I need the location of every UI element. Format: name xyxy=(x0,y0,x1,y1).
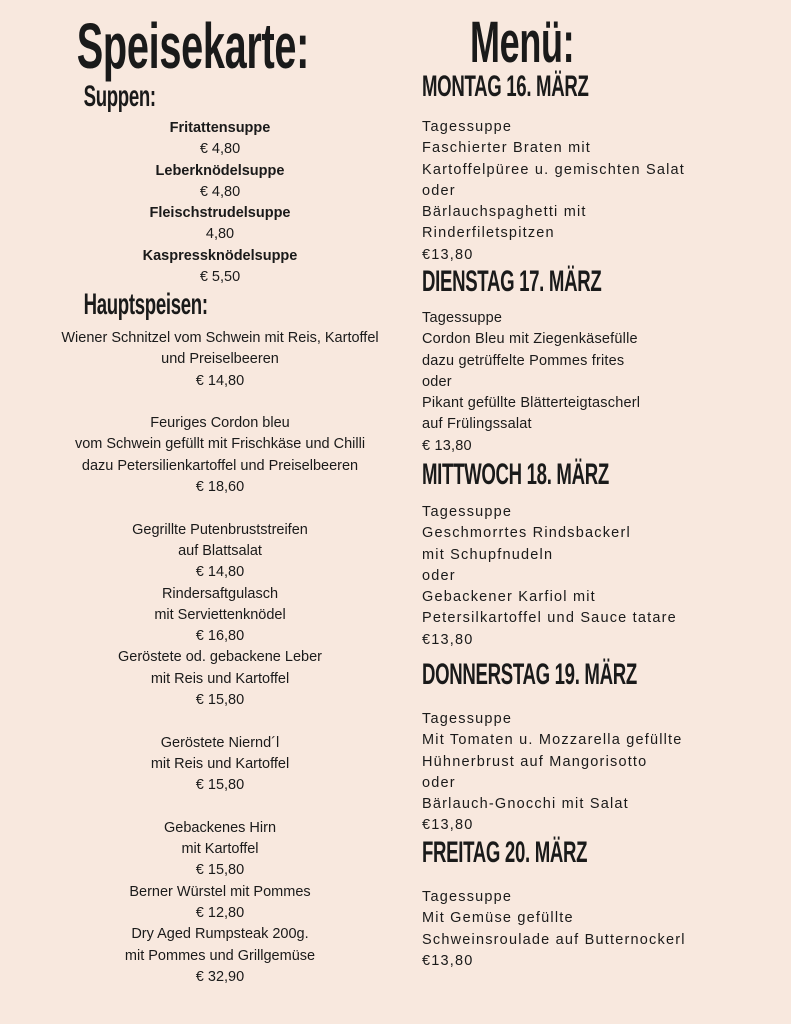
menu-line: Bärlauchspaghetti mit xyxy=(422,204,587,221)
menu-line: oder xyxy=(422,774,456,791)
main-dish-line: mit Reis und Kartoffel xyxy=(150,755,290,772)
day-block-friday xyxy=(422,838,782,972)
menu-line: Mit Gemüse gefüllte xyxy=(422,910,574,927)
main-dish-line: € 18,60 xyxy=(195,479,245,496)
soup-price: 4,80 xyxy=(205,226,235,243)
menu-line: Kartoffelpüree u. gemischten Salat xyxy=(422,161,686,178)
main-dish-line: dazu Petersilienkartoffel und Preiselbeeren xyxy=(81,457,359,474)
day-heading: DONNERSTAG 19. MÄRZ xyxy=(422,658,637,691)
main-dish-line: Dry Aged Rumpsteak 200g. xyxy=(131,926,309,943)
menu-line: Mit Tomaten u. Mozzarella gefüllte xyxy=(422,732,683,749)
speisekarte-title: Speisekarte: xyxy=(76,10,310,82)
main-dish-line: und Preiselbeeren xyxy=(161,351,279,368)
main-dish-line: mit Reis und Kartoffel xyxy=(150,670,290,687)
main-dish-line: € 16,80 xyxy=(195,628,245,645)
soup-price: € 4,80 xyxy=(199,141,241,158)
main-dish-line: mit Pommes und Grillgemüse xyxy=(124,947,316,964)
menu-line: Tagessuppe xyxy=(422,889,513,905)
menu-line: €13,80 xyxy=(422,631,474,648)
main-dish-line: € 12,80 xyxy=(195,905,245,922)
menu-line: Faschierter Braten mit xyxy=(422,140,592,157)
menu-line: Petersilkartoffel und Sauce tatare xyxy=(422,610,677,627)
menu-line: €13,80 xyxy=(422,246,474,263)
main-dish-line: € 14,80 xyxy=(195,372,245,389)
soups-list xyxy=(0,118,440,288)
spacer xyxy=(0,498,440,519)
menu-line: € 13,80 xyxy=(422,437,472,454)
spacer xyxy=(0,797,440,818)
day-heading: DIENSTAG 17. MÄRZ xyxy=(422,265,602,298)
menu-line: Hühnerbrust auf Mangorisotto xyxy=(422,753,648,770)
soup-name: Fritattensuppe xyxy=(169,120,271,136)
main-dish-line: € 14,80 xyxy=(195,564,245,581)
menu-line: auf Frülingssalat xyxy=(422,416,532,433)
soups-heading: Suppen: xyxy=(83,80,156,113)
main-dish-line: mit Kartoffel xyxy=(181,841,259,858)
menu-line: Tagessuppe xyxy=(422,504,513,520)
menu-line: Geschmorrtes Rindsbackerl xyxy=(422,525,631,542)
menu-title: Menü: xyxy=(470,10,575,75)
main-dish-line: Gegrillte Putenbruststreifen xyxy=(132,521,308,538)
day-block-tuesday xyxy=(422,267,782,457)
mains-heading: Hauptspeisen: xyxy=(83,288,208,321)
main-dish-line: € 32,90 xyxy=(195,968,245,985)
menu-line: Tagessuppe xyxy=(422,711,513,727)
soup-name: Fleischstrudelsuppe xyxy=(149,205,291,222)
main-dish-line: Geröstete od. gebackene Leber xyxy=(118,649,322,666)
menu-line: €13,80 xyxy=(422,817,474,834)
main-dish-line: € 15,80 xyxy=(195,777,245,794)
menu-line: mit Schupfnudeln xyxy=(422,546,554,563)
spacer xyxy=(0,711,440,732)
menu-line: Tagessuppe xyxy=(422,310,503,326)
spacer xyxy=(0,392,440,413)
menu-line: dazu getrüffelte Pommes frites xyxy=(422,352,625,369)
menu-line: oder xyxy=(422,182,456,199)
day-heading: MONTAG 16. MÄRZ xyxy=(422,70,589,103)
day-heading: FREITAG 20. MÄRZ xyxy=(422,836,588,869)
main-dish-line: € 15,80 xyxy=(195,862,245,879)
menu-line: Rinderfiletspitzen xyxy=(422,225,555,242)
day-block-wednesday xyxy=(422,460,782,651)
day-heading: MITTWOCH 18. MÄRZ xyxy=(422,458,609,491)
menu-line: Tagessuppe xyxy=(422,119,513,135)
main-dish-line: Rindersaftgulasch xyxy=(161,585,279,602)
menu-line: Pikant gefüllte Blätterteigtascherl xyxy=(422,395,641,412)
main-dish-line: vom Schwein gefüllt mit Frischkäse und Chilli xyxy=(74,436,366,453)
main-dish-line: mit Serviettenknödel xyxy=(154,606,286,623)
main-dish-line: € 15,80 xyxy=(195,692,245,709)
menu-line: oder xyxy=(422,567,456,584)
soup-price: € 5,50 xyxy=(199,269,241,286)
day-block-thursday xyxy=(422,660,782,837)
menu-line: €13,80 xyxy=(422,952,474,969)
menu-line: Bärlauch-Gnocchi mit Salat xyxy=(422,796,629,813)
soup-price: € 4,80 xyxy=(199,183,241,200)
main-dish-line: auf Blattsalat xyxy=(178,542,262,559)
menu-line: Cordon Bleu mit Ziegenkäsefülle xyxy=(422,331,638,348)
main-dish-line: Berner Würstel mit Pommes xyxy=(129,883,311,900)
soup-name: Kaspressknödelsuppe xyxy=(142,247,298,264)
menu-line: Gebackener Karfiol mit xyxy=(422,589,596,606)
main-dish-line: Wiener Schnitzel vom Schwein mit Reis, Kartoffel xyxy=(61,330,379,346)
main-dish-line: Feuriges Cordon bleu xyxy=(150,415,290,432)
menu-line: oder xyxy=(422,373,452,390)
day-block-monday xyxy=(422,72,782,266)
soup-name: Leberknödelsuppe xyxy=(155,162,285,179)
main-dish-line: Geröstete Niernd´l xyxy=(160,734,280,751)
main-dish-line: Gebackenes Hirn xyxy=(163,819,277,836)
mains-list xyxy=(0,328,440,988)
menu-line: Schweinsroulade auf Butternockerl xyxy=(422,931,686,948)
